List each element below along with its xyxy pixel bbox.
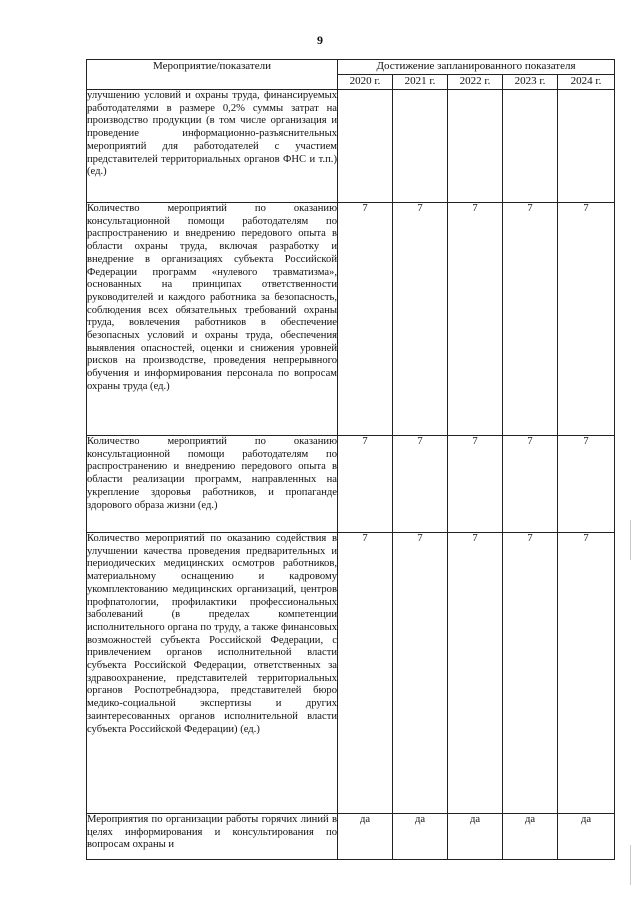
year-header: 2021 г. [393, 75, 448, 90]
row-value: 7 [338, 533, 393, 814]
row-value: да [448, 814, 503, 860]
scan-margin-mark [630, 520, 631, 560]
row-value: да [503, 814, 558, 860]
row-value: да [393, 814, 448, 860]
row-value: 7 [448, 436, 503, 533]
achievement-header: Достижение запланированного показателя [338, 60, 615, 75]
year-header: 2024 г. [558, 75, 615, 90]
year-header: 2022 г. [448, 75, 503, 90]
row-value: 7 [393, 203, 448, 436]
row-description: Количество мероприятий по оказанию консультационной помощи работодателям по распространению и внедрению передового опыта в области охраны труда, включая разработку и внедрение в организациях субъекта Российской Федерации программ «нулевого травматизма», основанных на принципах ответственности руководителей и каждого работника за безопасность, соблюдения всех обязательных требований охраны труда, вовлечения работников в обеспечение безопасных условий и охраны труда, обеспечения выявления опасностей, оценки и снижения уровней рисков на производстве, проведения непрерывного обучения и информирования персонала по вопросам охраны труда (ед.) [87, 203, 338, 436]
row-value: 7 [393, 533, 448, 814]
row-value: 7 [558, 533, 615, 814]
row-value: 7 [448, 203, 503, 436]
row-value: 7 [558, 436, 615, 533]
row-value [558, 90, 615, 203]
row-value: 7 [338, 203, 393, 436]
row-value [503, 90, 558, 203]
page-number: 9 [317, 33, 323, 47]
measure-header: Мероприятие/показатели [87, 60, 338, 90]
row-value: 7 [503, 533, 558, 814]
row-value: 7 [558, 203, 615, 436]
row-description: Количество мероприятий по оказанию консультационной помощи работодателям по распространению и внедрению передового опыта в области реализации программ, направленных на укрепление здоровья работников, и пропаганде здорового образа жизни (ед.) [87, 436, 338, 533]
row-value: 7 [338, 436, 393, 533]
row-value: 7 [503, 203, 558, 436]
row-value [338, 90, 393, 203]
row-value: 7 [448, 533, 503, 814]
row-description: улучшению условий и охраны труда, финансируемых работодателями в размере 0,2% суммы затрат на производство продукции (в том числе организация и проведение информационно-разъяснительных мероприятий для работодателей с участием представителей территориальных органов ФНС и т.п.) (ед.) [87, 90, 338, 203]
year-header: 2020 г. [338, 75, 393, 90]
scan-margin-mark [630, 845, 631, 885]
row-value: да [558, 814, 615, 860]
indicators-table [86, 59, 615, 860]
table-row [87, 203, 615, 436]
table-row [87, 436, 615, 533]
row-description: Количество мероприятий по оказанию содействия в улучшении качества проведения предварительных и периодических медицинских осмотров работников, материальному оснащению и кадровому укомплектованию медицинских организаций, центров профпатологии, профилактики профессиональных заболеваний (в пределах компетенции исполнительного органа по труду, а также финансовых возможностей субъекта Российской Федерации, с привлечением органов исполнительной власти субъекта Российской Федерации, ответственных за здравоохранение, представителей территориальных органов Роспотребнадзора, представителей бюро медико-социальной экспертизы и других заинтересованных органов исполнительной власти субъекта Российской Федерации) (ед.) [87, 533, 338, 814]
row-value: 7 [503, 436, 558, 533]
table-row [87, 533, 615, 814]
table-row [87, 90, 615, 203]
row-description: Мероприятия по организации работы горячих линий в целях информирования и консультирования по вопросам охраны и [87, 814, 338, 860]
row-value: да [338, 814, 393, 860]
year-header: 2023 г. [503, 75, 558, 90]
row-value: 7 [393, 436, 448, 533]
row-value [393, 90, 448, 203]
table-row [87, 814, 615, 860]
row-value [448, 90, 503, 203]
